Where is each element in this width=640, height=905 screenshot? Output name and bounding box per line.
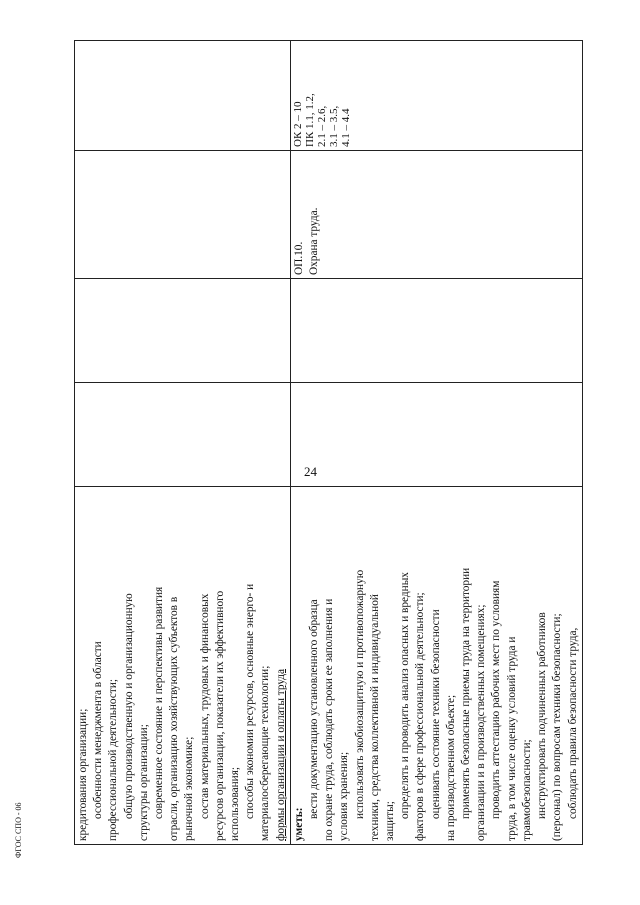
empty-cell bbox=[75, 41, 291, 151]
competency-line: 2.1 – 2.6, bbox=[315, 105, 328, 147]
text-line: условия хранения; bbox=[338, 751, 351, 841]
knowledge-cell bbox=[75, 487, 291, 845]
text-line: проводить аттестацию рабочих мест по условиям bbox=[490, 580, 503, 819]
text-line: техники, средства коллективной и индивидуальной bbox=[368, 594, 381, 841]
text-line: на производственном объекте; bbox=[444, 694, 457, 841]
text-line: вести документацию установленного образца bbox=[308, 599, 321, 819]
text-line: кредитования организации; bbox=[77, 708, 89, 841]
skills-heading: уметь: bbox=[292, 807, 305, 841]
text-line: рыночной экономике; bbox=[183, 736, 196, 841]
text-line: ресурсов организации, показатели их эффективного bbox=[213, 590, 226, 841]
text-line: отрасли, организацию хозяйствующих субъектов в bbox=[168, 596, 181, 841]
empty-cell bbox=[75, 151, 291, 279]
empty-cell bbox=[290, 279, 582, 383]
text-line: (персонал) по вопросам техники безопасности; bbox=[551, 613, 564, 841]
text-line: определять и проводить анализ опасных и вредных bbox=[399, 572, 412, 819]
text-line: формы организации и оплаты труда bbox=[274, 668, 287, 841]
rotated-table-sheet bbox=[74, 41, 579, 845]
text-line: оценивать состояние техники безопасности bbox=[429, 609, 442, 819]
curriculum-table bbox=[74, 40, 583, 845]
text-line: применять безопасные приемы труда на территории bbox=[460, 567, 473, 819]
text-line: защиты; bbox=[384, 801, 397, 841]
discipline-name: Охрана труда. bbox=[308, 207, 321, 275]
text-line: труда, в том числе оценку условий труда и bbox=[505, 636, 518, 841]
table-row bbox=[75, 41, 291, 845]
text-line: материалосберегающие технологии; bbox=[259, 665, 272, 841]
text-line: современное состояние и перспективы развития bbox=[153, 586, 166, 819]
discipline-code: ОП.10. bbox=[292, 241, 305, 275]
competency-line: ПК 1.1, 1.2, bbox=[303, 93, 316, 147]
text-line: соблюдать правила безопасности труда, bbox=[566, 627, 579, 819]
footer-code: ФГОС СПО - 06 bbox=[14, 802, 23, 858]
competency-line: 3.1 – 3.5, bbox=[327, 105, 340, 147]
text-line: травмобезопасности; bbox=[520, 739, 533, 841]
empty-cell bbox=[75, 383, 291, 487]
competencies-cell bbox=[290, 41, 582, 151]
table-row bbox=[290, 41, 582, 845]
discipline-cell bbox=[290, 151, 582, 279]
text-line: структуры организации; bbox=[137, 724, 150, 841]
text-line: особенности менеджмента в области bbox=[92, 641, 105, 819]
text-line: профессиональной деятельности; bbox=[107, 678, 120, 841]
text-line: организации и в производственных помещениях; bbox=[475, 604, 488, 841]
text-line: факторов в сфере профессиональной деятельности; bbox=[414, 592, 427, 841]
page-number: 24 bbox=[304, 464, 317, 479]
text-line: общую производственную и организационную bbox=[122, 593, 135, 819]
skills-cell bbox=[290, 487, 582, 845]
empty-cell bbox=[290, 383, 582, 487]
competency-line: ОК 2 – 10 bbox=[291, 101, 304, 147]
empty-cell bbox=[75, 279, 291, 383]
text-line: инструктировать подчиненных работников bbox=[536, 612, 549, 819]
text-line: использовать экобиозащитную и противопожарную bbox=[353, 569, 366, 819]
text-line: состав материальных, трудовых и финансовых bbox=[198, 593, 211, 819]
competency-line: 4.1 – 4.4 bbox=[339, 108, 352, 147]
text-line: использования; bbox=[229, 766, 242, 841]
text-line: по охране труда, соблюдать сроки ее заполнения и bbox=[323, 598, 336, 841]
text-line: способы экономии ресурсов, основные энерго- и bbox=[244, 583, 257, 819]
